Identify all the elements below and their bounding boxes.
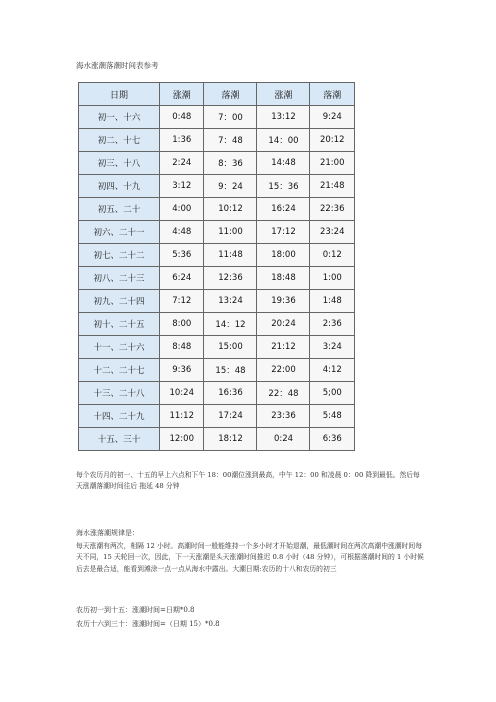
time-cell: 14：12 xyxy=(204,313,257,336)
tide-note: 每个农历月的初一、十五的早上六点和下午 18：00潮位涨到最高，中午 12：00 和凌晨 0：00 降到最低。然后每天涨潮落潮时间往后 拖延 48 分钟 xyxy=(76,471,420,490)
time-cell: 5:48 xyxy=(310,405,355,428)
formula-first-half: 农历初一到十五：涨潮时间=日期*0.8 xyxy=(76,606,195,614)
time-cell: 5:36 xyxy=(160,244,204,267)
time-cell: 0:24 xyxy=(257,428,310,451)
time-cell: 18:48 xyxy=(257,267,310,290)
time-cell: 16:24 xyxy=(257,198,310,221)
time-cell: 8：36 xyxy=(204,152,257,175)
time-cell: 2:36 xyxy=(310,313,355,336)
time-cell: 23:24 xyxy=(310,221,355,244)
time-cell: 1:36 xyxy=(160,129,204,152)
time-cell: 22：48 xyxy=(257,382,310,405)
date-cell: 初八、二十三 xyxy=(79,267,160,290)
time-cell: 21:00 xyxy=(310,152,355,175)
table-row xyxy=(79,198,355,221)
time-cell: 10:12 xyxy=(204,198,257,221)
time-cell: 0:48 xyxy=(160,106,204,129)
table-row xyxy=(79,290,355,313)
table-row xyxy=(79,175,355,198)
column-header: 涨潮 xyxy=(160,83,204,106)
date-cell: 初三、十八 xyxy=(79,152,160,175)
page-title: 海水涨潮落潮时间表参考 xyxy=(76,61,159,70)
date-cell: 初一、十六 xyxy=(79,106,160,129)
time-cell: 13:12 xyxy=(257,106,310,129)
time-cell: 12:36 xyxy=(204,267,257,290)
time-cell: 20:12 xyxy=(310,129,355,152)
time-cell: 17:12 xyxy=(257,221,310,244)
date-cell: 十五、三十 xyxy=(79,428,160,451)
table-row xyxy=(79,129,355,152)
time-cell: 8:48 xyxy=(160,336,204,359)
column-header: 日期 xyxy=(79,83,160,106)
date-cell: 初四、十九 xyxy=(79,175,160,198)
column-header: 落潮 xyxy=(204,83,257,106)
date-cell: 十一、二十六 xyxy=(79,336,160,359)
time-cell: 5;00 xyxy=(310,382,355,405)
time-cell: 8:00 xyxy=(160,313,204,336)
table-row xyxy=(79,221,355,244)
date-cell: 初二、十七 xyxy=(79,129,160,152)
time-cell: 7:12 xyxy=(160,290,204,313)
time-cell: 21:48 xyxy=(310,175,355,198)
table-body xyxy=(79,106,355,451)
table-row xyxy=(79,428,355,451)
time-cell: 14：00 xyxy=(257,129,310,152)
time-cell: 11:12 xyxy=(160,405,204,428)
time-cell: 11:48 xyxy=(204,244,257,267)
time-cell: 4:00 xyxy=(160,198,204,221)
time-cell: 4:48 xyxy=(160,221,204,244)
time-cell: 18:12 xyxy=(204,428,257,451)
table-row xyxy=(79,152,355,175)
date-cell: 初六、二十一 xyxy=(79,221,160,244)
time-cell: 9:36 xyxy=(160,359,204,382)
table-row xyxy=(79,106,355,129)
table-row xyxy=(79,267,355,290)
date-cell: 初五、二十 xyxy=(79,198,160,221)
time-cell: 15:00 xyxy=(204,336,257,359)
rules-paragraph: 每天涨潮有两次，相隔 12 小时。高潮时间一般能维持一个多小时才开始退潮，最低潮时间在两次高潮中涨潮时间每天不同，15 天轮回一次，因此，下一天涨潮是头天涨潮时间推迟 0.8 小时（48 分钟），可根据落潮时间的 1 小时候后去是最合适，能看到滩涂一点一点从海水中露出。大潮日期:农历的十八和农历的初三 xyxy=(76,542,424,573)
time-cell: 21:12 xyxy=(257,336,310,359)
time-cell: 11:00 xyxy=(204,221,257,244)
table-row xyxy=(79,359,355,382)
time-cell: 7：48 xyxy=(204,129,257,152)
date-cell: 十三、二十八 xyxy=(79,382,160,405)
time-cell: 3:24 xyxy=(310,336,355,359)
time-cell: 22:36 xyxy=(310,198,355,221)
time-cell: 7：00 xyxy=(204,106,257,129)
table-row xyxy=(79,382,355,405)
tide-table xyxy=(78,82,355,451)
time-cell: 10:24 xyxy=(160,382,204,405)
date-cell: 初九、二十四 xyxy=(79,290,160,313)
date-cell: 初七、二十二 xyxy=(79,244,160,267)
time-cell: 6:36 xyxy=(310,428,355,451)
table-row xyxy=(79,405,355,428)
date-cell: 初十、二十五 xyxy=(79,313,160,336)
table-row xyxy=(79,313,355,336)
time-cell: 0:12 xyxy=(310,244,355,267)
time-cell: 6:24 xyxy=(160,267,204,290)
table-row xyxy=(79,244,355,267)
column-header: 涨潮 xyxy=(257,83,310,106)
table-header-row xyxy=(79,83,355,106)
time-cell: 4:12 xyxy=(310,359,355,382)
time-cell: 15：36 xyxy=(257,175,310,198)
time-cell: 13:24 xyxy=(204,290,257,313)
time-cell: 9:24 xyxy=(310,106,355,129)
table-row xyxy=(79,336,355,359)
formula-second-half: 农历十六到三十：涨潮时间=（日期 15）*0.8 xyxy=(76,620,220,628)
time-cell: 2:24 xyxy=(160,152,204,175)
time-cell: 1:48 xyxy=(310,290,355,313)
time-cell: 9：24 xyxy=(204,175,257,198)
time-cell: 20:24 xyxy=(257,313,310,336)
time-cell: 12:00 xyxy=(160,428,204,451)
column-header: 落潮 xyxy=(310,83,355,106)
rules-heading: 海水涨落潮规律是： xyxy=(76,529,139,537)
time-cell: 14:48 xyxy=(257,152,310,175)
time-cell: 1:00 xyxy=(310,267,355,290)
time-cell: 3:12 xyxy=(160,175,204,198)
time-cell: 16:36 xyxy=(204,382,257,405)
time-cell: 18:00 xyxy=(257,244,310,267)
time-cell: 17:24 xyxy=(204,405,257,428)
time-cell: 22:00 xyxy=(257,359,310,382)
time-cell: 19:36 xyxy=(257,290,310,313)
date-cell: 十二、二十七 xyxy=(79,359,160,382)
date-cell: 十四、二十九 xyxy=(79,405,160,428)
time-cell: 23:36 xyxy=(257,405,310,428)
time-cell: 15：48 xyxy=(204,359,257,382)
